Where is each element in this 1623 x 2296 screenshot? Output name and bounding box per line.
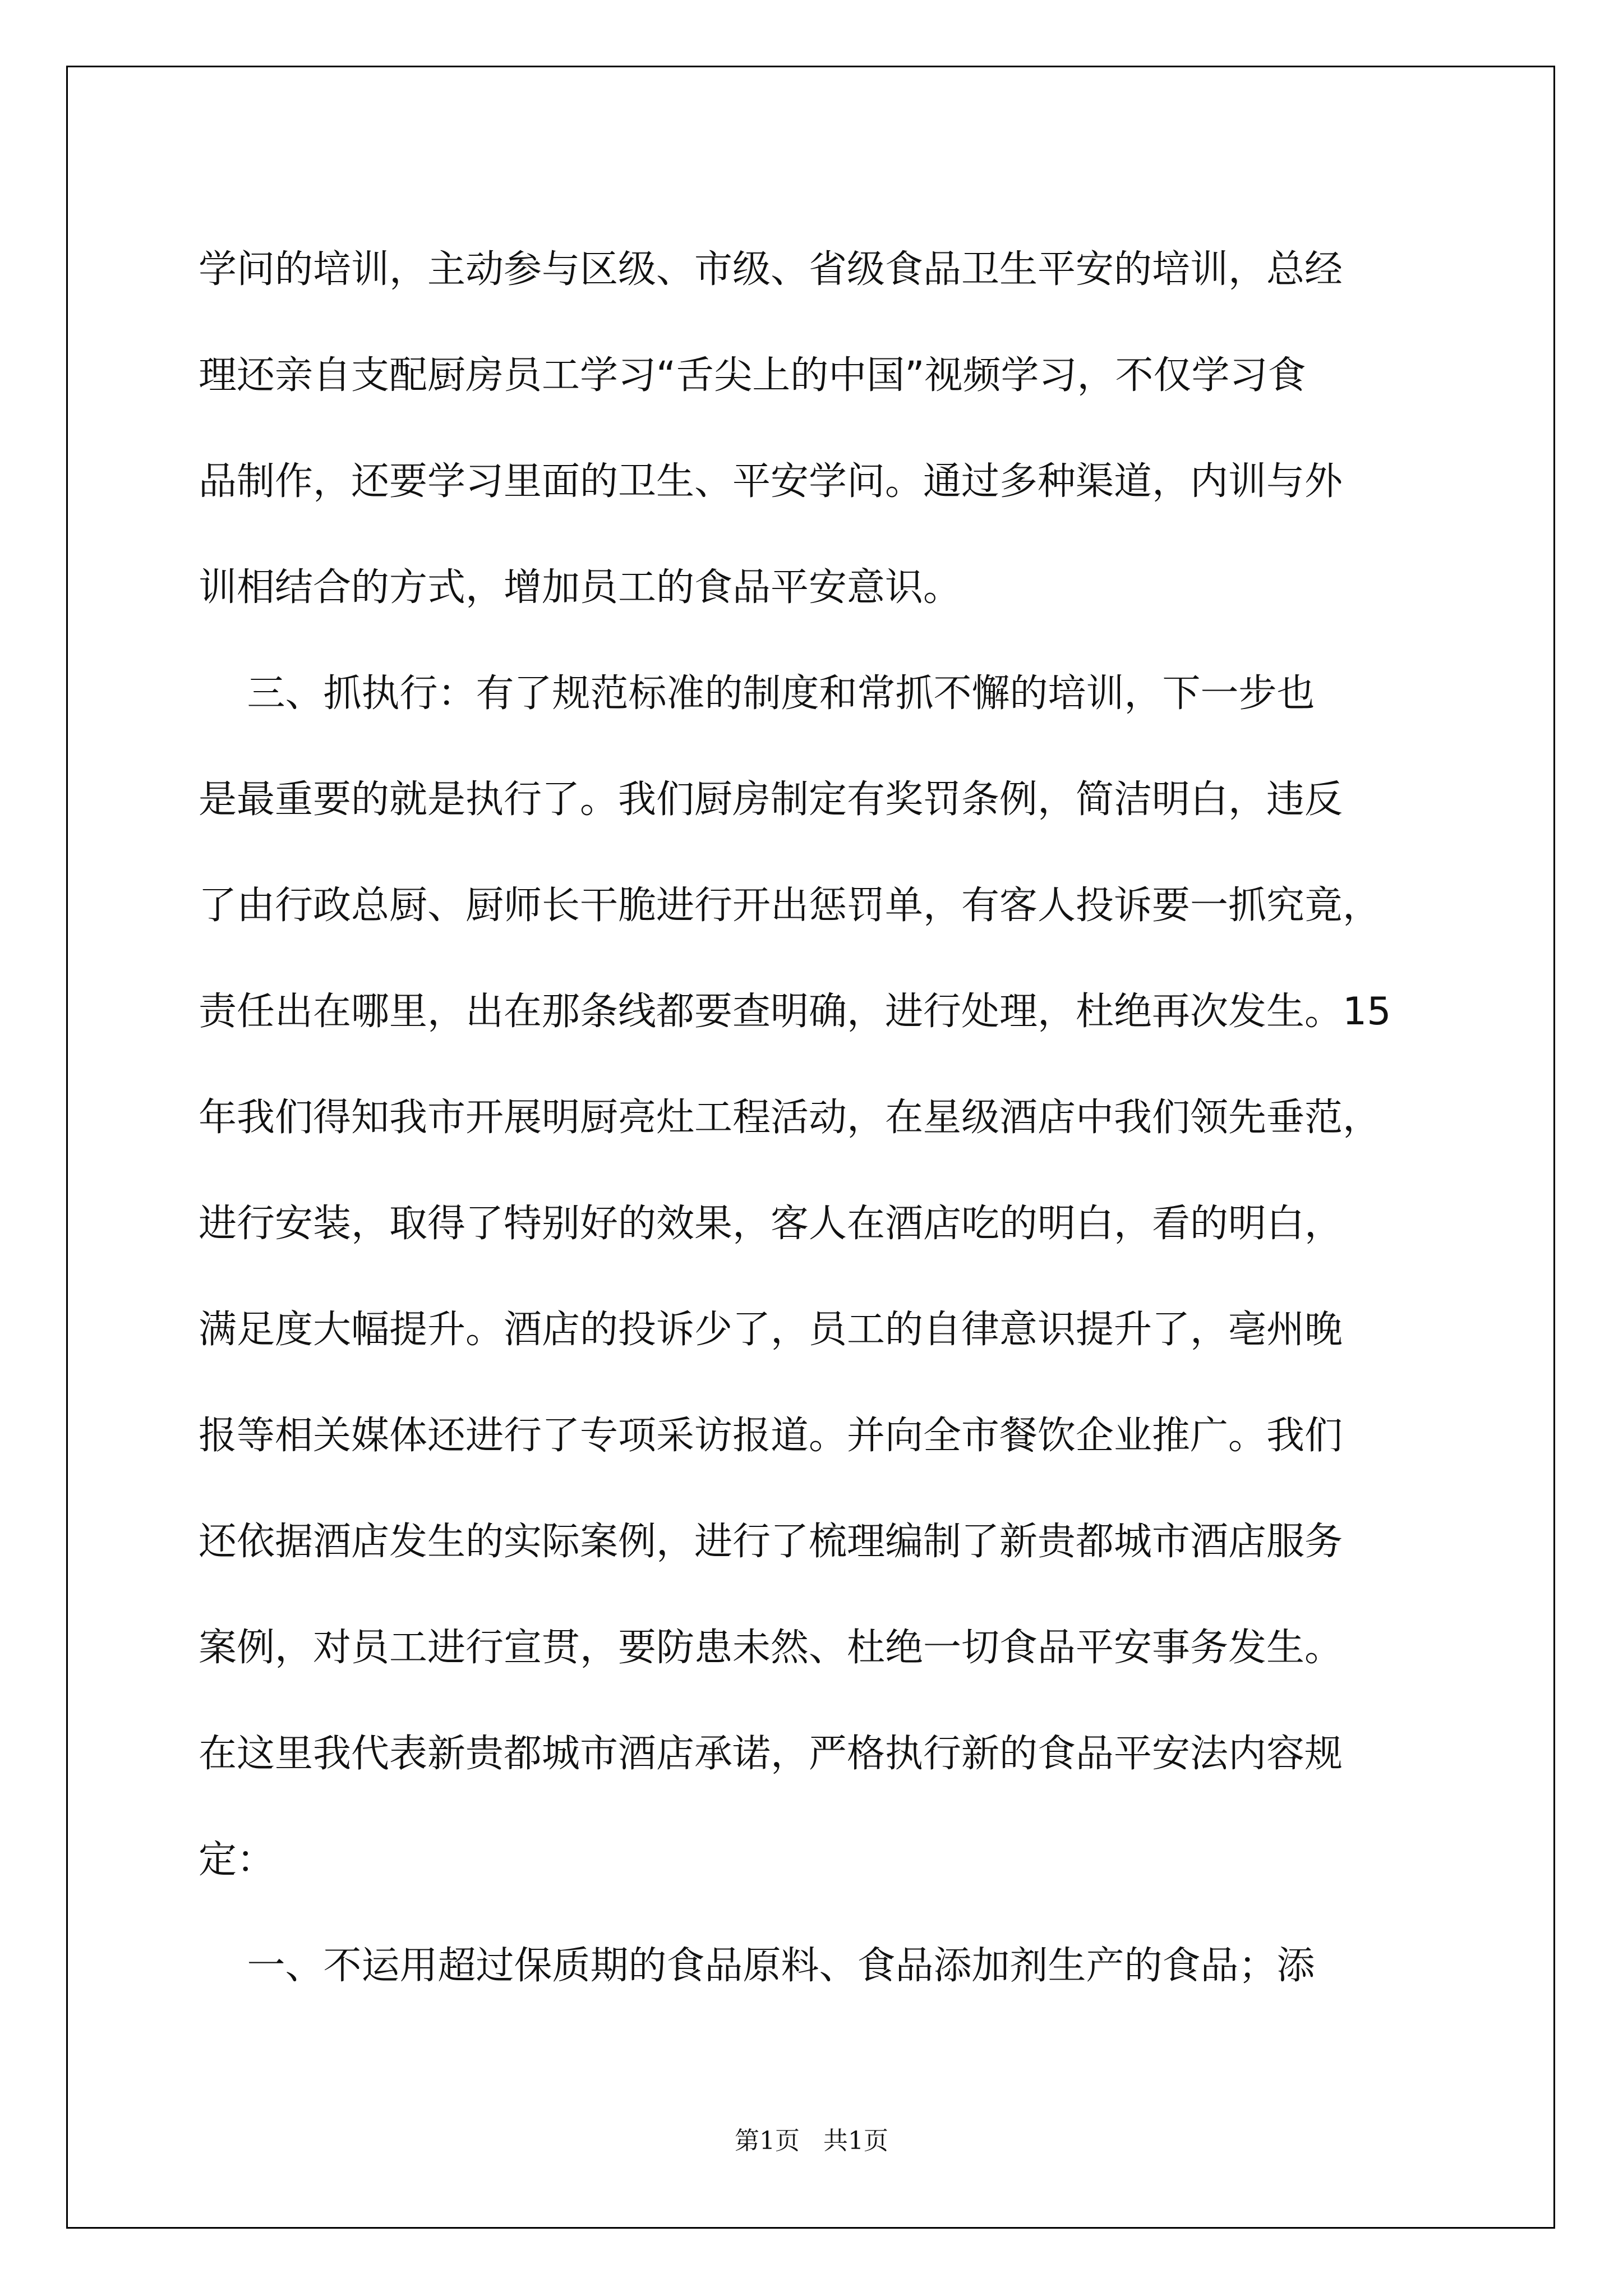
- text-line: 品制作，还要学习里面的卫生、平安学问。通过多种渠道，内训与外: [199, 459, 1343, 504]
- page-number: 第1页: [735, 2127, 800, 2155]
- text-line: 三、抓执行：有了规范标准的制度和常抓不懈的培训，下一步也: [199, 671, 1315, 716]
- text-line: 责任出在哪里，出在那条线都要查明确，进行处理，杜绝再次发生。15: [199, 990, 1391, 1034]
- text-line: 学问的培训，主动参与区级、市级、省级食品卫生平安的培训，总经: [199, 247, 1343, 292]
- text-line: 一、不运用超过保质期的食品原料、食品添加剂生产的食品；添: [199, 1944, 1315, 1988]
- text-line: 进行安装，取得了特别好的效果，客人在酒店吃的明白，看的明白，: [199, 1202, 1343, 1246]
- text-line: 了由行政总厨、厨师长干脆进行开出惩罚单，有客人投诉要一抓究竟，: [199, 884, 1381, 928]
- page-footer: [0, 2120, 1623, 2156]
- document-body: [199, 217, 1432, 2019]
- text-line: 在这里我代表新贵都城市酒店承诺，严格执行新的食品平安法内容规: [199, 1732, 1343, 1776]
- page-total: 共1页: [823, 2127, 888, 2155]
- text-line: 是最重要的就是执行了。我们厨房制定有奖罚条例，简洁明白，违反: [199, 777, 1343, 822]
- text-line: 案例，对员工进行宣贯，要防患未然、杜绝一切食品平安事务发生。: [199, 1626, 1343, 1670]
- text-line: 训相结合的方式，增加员工的食品平安意识。: [199, 565, 962, 610]
- text-line: 定：: [199, 1838, 275, 1882]
- text-line: 满足度大幅提升。酒店的投诉少了，员工的自律意识提升了，亳州晚: [199, 1308, 1343, 1352]
- text-line: 年我们得知我市开展明厨亮灶工程活动，在星级酒店中我们领先垂范，: [199, 1096, 1381, 1140]
- text-line: 报等相关媒体还进行了专项采访报道。并向全市餐饮企业推广。我们: [199, 1414, 1343, 1458]
- text-line: 还依据酒店发生的实际案例，进行了梳理编制了新贵都城市酒店服务: [199, 1520, 1343, 1564]
- text-line: 理还亲自支配厨房员工学习“舌尖上的中国”视频学习，不仅学习食: [199, 353, 1306, 398]
